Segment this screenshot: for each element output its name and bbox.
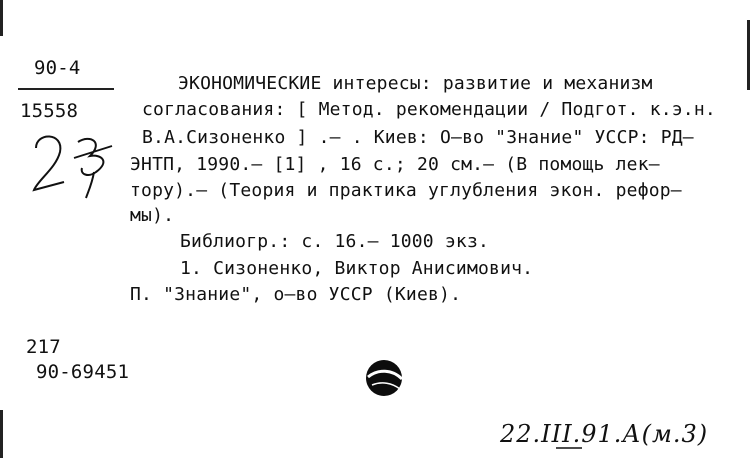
entry-line: ЭНТП, 1990.– [1] , 16 с.; 20 см.– (В помощь лек– [130,154,660,175]
call-number-divider [18,88,114,90]
entry-line: мы). [130,205,175,226]
call-number-top: 90-4 [34,57,81,79]
card-edge-mark [0,0,3,36]
bibliography-note: Библиогр.: с. 16.– 1000 экз. [180,231,490,252]
shelf-code: 217 [26,336,61,358]
punch-hole [362,355,408,401]
handwritten-call-mark [30,128,122,200]
handwritten-date-text: 22.III.91.А(м.3) [500,420,709,448]
entry-line: В.А.Сизоненко ] .– . Киев: О–во "Знание" УССР: РД– [142,127,694,148]
card-edge-mark [0,410,3,458]
inventory-number: 90-69451 [36,361,130,383]
author-heading: 1. Сизоненко, Виктор Анисимович. [180,258,534,279]
entry-line: тору).– (Теория и практика углубления экон. рефор– [130,180,682,201]
entry-line: согласования: [ Метод. рекомендации / Подгот. к.э.н. [142,99,716,120]
entry-title-line: ЭКОНОМИЧЕСКИЕ интересы: развитие и механизм [178,73,653,94]
corporate-heading: П. "Знание", о–во УССР (Киев). [130,284,462,305]
call-number-bottom: 15558 [20,100,79,122]
handwritten-date [496,412,730,452]
